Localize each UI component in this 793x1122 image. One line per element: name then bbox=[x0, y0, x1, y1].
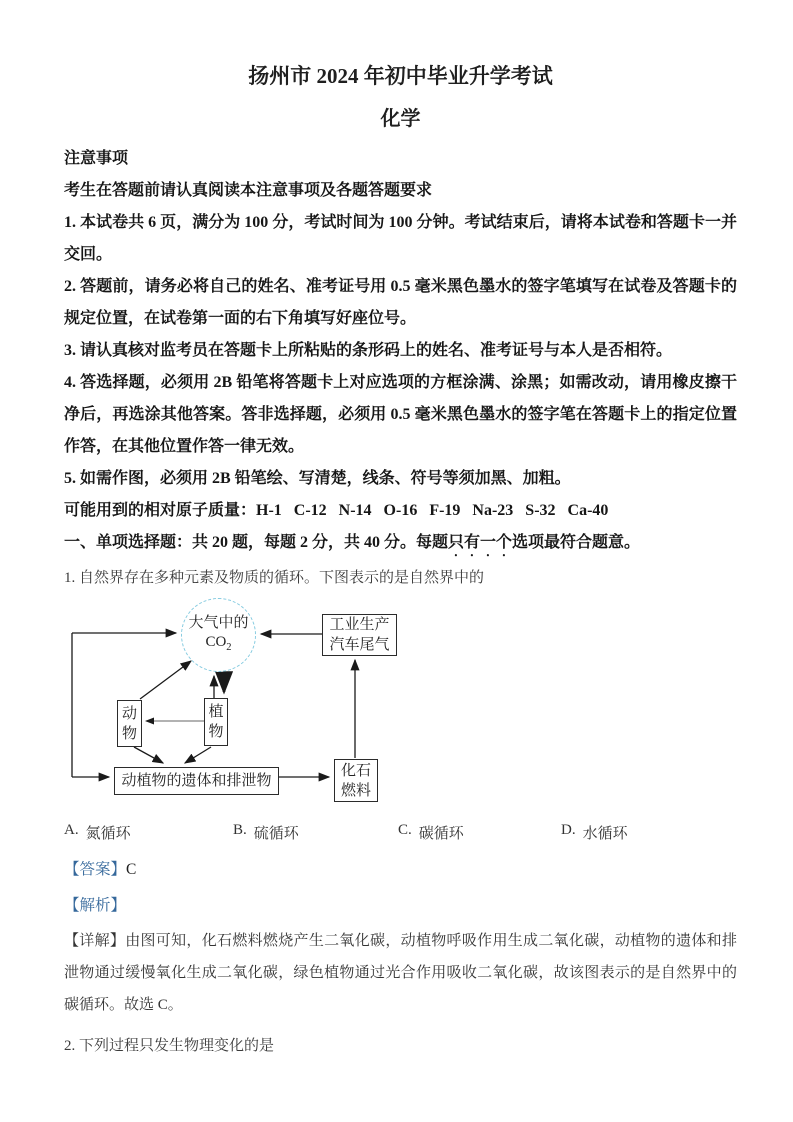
notice-item-1: 1. 本试卷共 6 页，满分为 100 分，考试时间为 100 分钟。考试结束后，请将本试卷和答题卡一并交回。 bbox=[64, 214, 737, 263]
atomic-masses-line: 可能用到的相对原子质量：H-1 C-12 N-14 O-16 F-19 Na-23 S-32 Ca-40 bbox=[64, 502, 609, 519]
atmosphere-label: 大气中的 bbox=[188, 614, 249, 631]
option-c: C. 碳循环 bbox=[398, 822, 464, 842]
section-1-heading bbox=[64, 527, 737, 560]
plant-node: 植物 bbox=[204, 698, 228, 746]
question-1-stem: 1. 自然界存在多种元素及物质的循环。下图表示的是自然界中的 bbox=[64, 570, 485, 586]
subject-title: 化学 bbox=[380, 108, 421, 130]
answer-line bbox=[64, 857, 737, 879]
arrow-plant-to-remains bbox=[185, 747, 211, 763]
analysis-label: 【解析】 bbox=[64, 897, 127, 914]
animal-node: 动物 bbox=[117, 700, 142, 747]
co2-formula: $CO_2$ bbox=[205, 633, 232, 653]
section-1-heading-emphasized: 只有一个 bbox=[448, 534, 513, 551]
fossil-fuel-node: 化石 燃料 bbox=[334, 759, 378, 802]
page-title: 扬州市 2024 年初中毕业升学考试 bbox=[248, 64, 553, 88]
arrow-animal-to-co2 bbox=[140, 661, 191, 699]
notice-item-2: 2. 答题前，请务必将自己的姓名、准考证号用 0.5 毫米黑色墨水的签字笔填写在试卷及答题卡的规定位置，在试卷第一面的右下角填写好座位号。 bbox=[64, 278, 737, 327]
atmosphere-co2-node bbox=[181, 598, 256, 672]
carbon-cycle-diagram bbox=[64, 597, 744, 812]
question-1-options bbox=[64, 822, 737, 843]
option-d: D. 水循环 bbox=[561, 822, 628, 842]
notice-item-5: 5. 如需作图，必须用 2B 铅笔绘、写清楚，线条、符号等须加黑、加粗。 bbox=[64, 470, 571, 487]
notice-item-4: 4. 答选择题，必须用 2B 铅笔将答题卡上对应选项的方框涂满、涂黑；如需改动，请用橡皮擦干净后，再选涂其他答案。答非选择题，必须用 0.5 毫米黑色墨水的签字笔在答题卡上的指定位置作答，在其他位置作答一律无效。 bbox=[64, 374, 737, 455]
analysis-line bbox=[64, 893, 737, 915]
question-2-stem: 2. 下列过程只发生物理变化的是 bbox=[64, 1038, 275, 1054]
remains-excreta-node: 动植物的遗体和排泄物 bbox=[114, 767, 279, 795]
answer-value: C bbox=[126, 861, 137, 878]
notice-intro: 考生在答题前请认真阅读本注意事项及各题答题要求 bbox=[64, 182, 433, 199]
detail-explanation: 【详解】由图可知，化石燃料燃烧产生二氧化碳，动植物呼吸作用生成二氧化碳，动植物的遗体和排泄物通过缓慢氧化生成二氧化碳，绿色植物通过光合作用吸收二氧化碳，故该图表示的是自然界中的碳循环。故选 C。 bbox=[64, 933, 737, 1013]
section-1-heading-after: 选项最符合题意。 bbox=[512, 534, 641, 551]
section-1-heading-before: 一、单项选择题：共 20 题，每题 2 分，共 40 分。每题 bbox=[64, 534, 449, 551]
notice-item-3: 3. 请认真核对监考员在答题卡上所粘贴的条形码上的姓名、准考证号与本人是否相符。 bbox=[64, 342, 673, 359]
notice-heading: 注意事项 bbox=[64, 150, 129, 167]
answer-label: 【答案】 bbox=[64, 861, 127, 878]
arrow-animal-to-remains bbox=[134, 747, 163, 763]
option-a: A. 氮循环 bbox=[64, 822, 131, 842]
industry-exhaust-node: 工业生产 汽车尾气 bbox=[322, 614, 397, 656]
option-b: B. 硫循环 bbox=[233, 822, 299, 842]
